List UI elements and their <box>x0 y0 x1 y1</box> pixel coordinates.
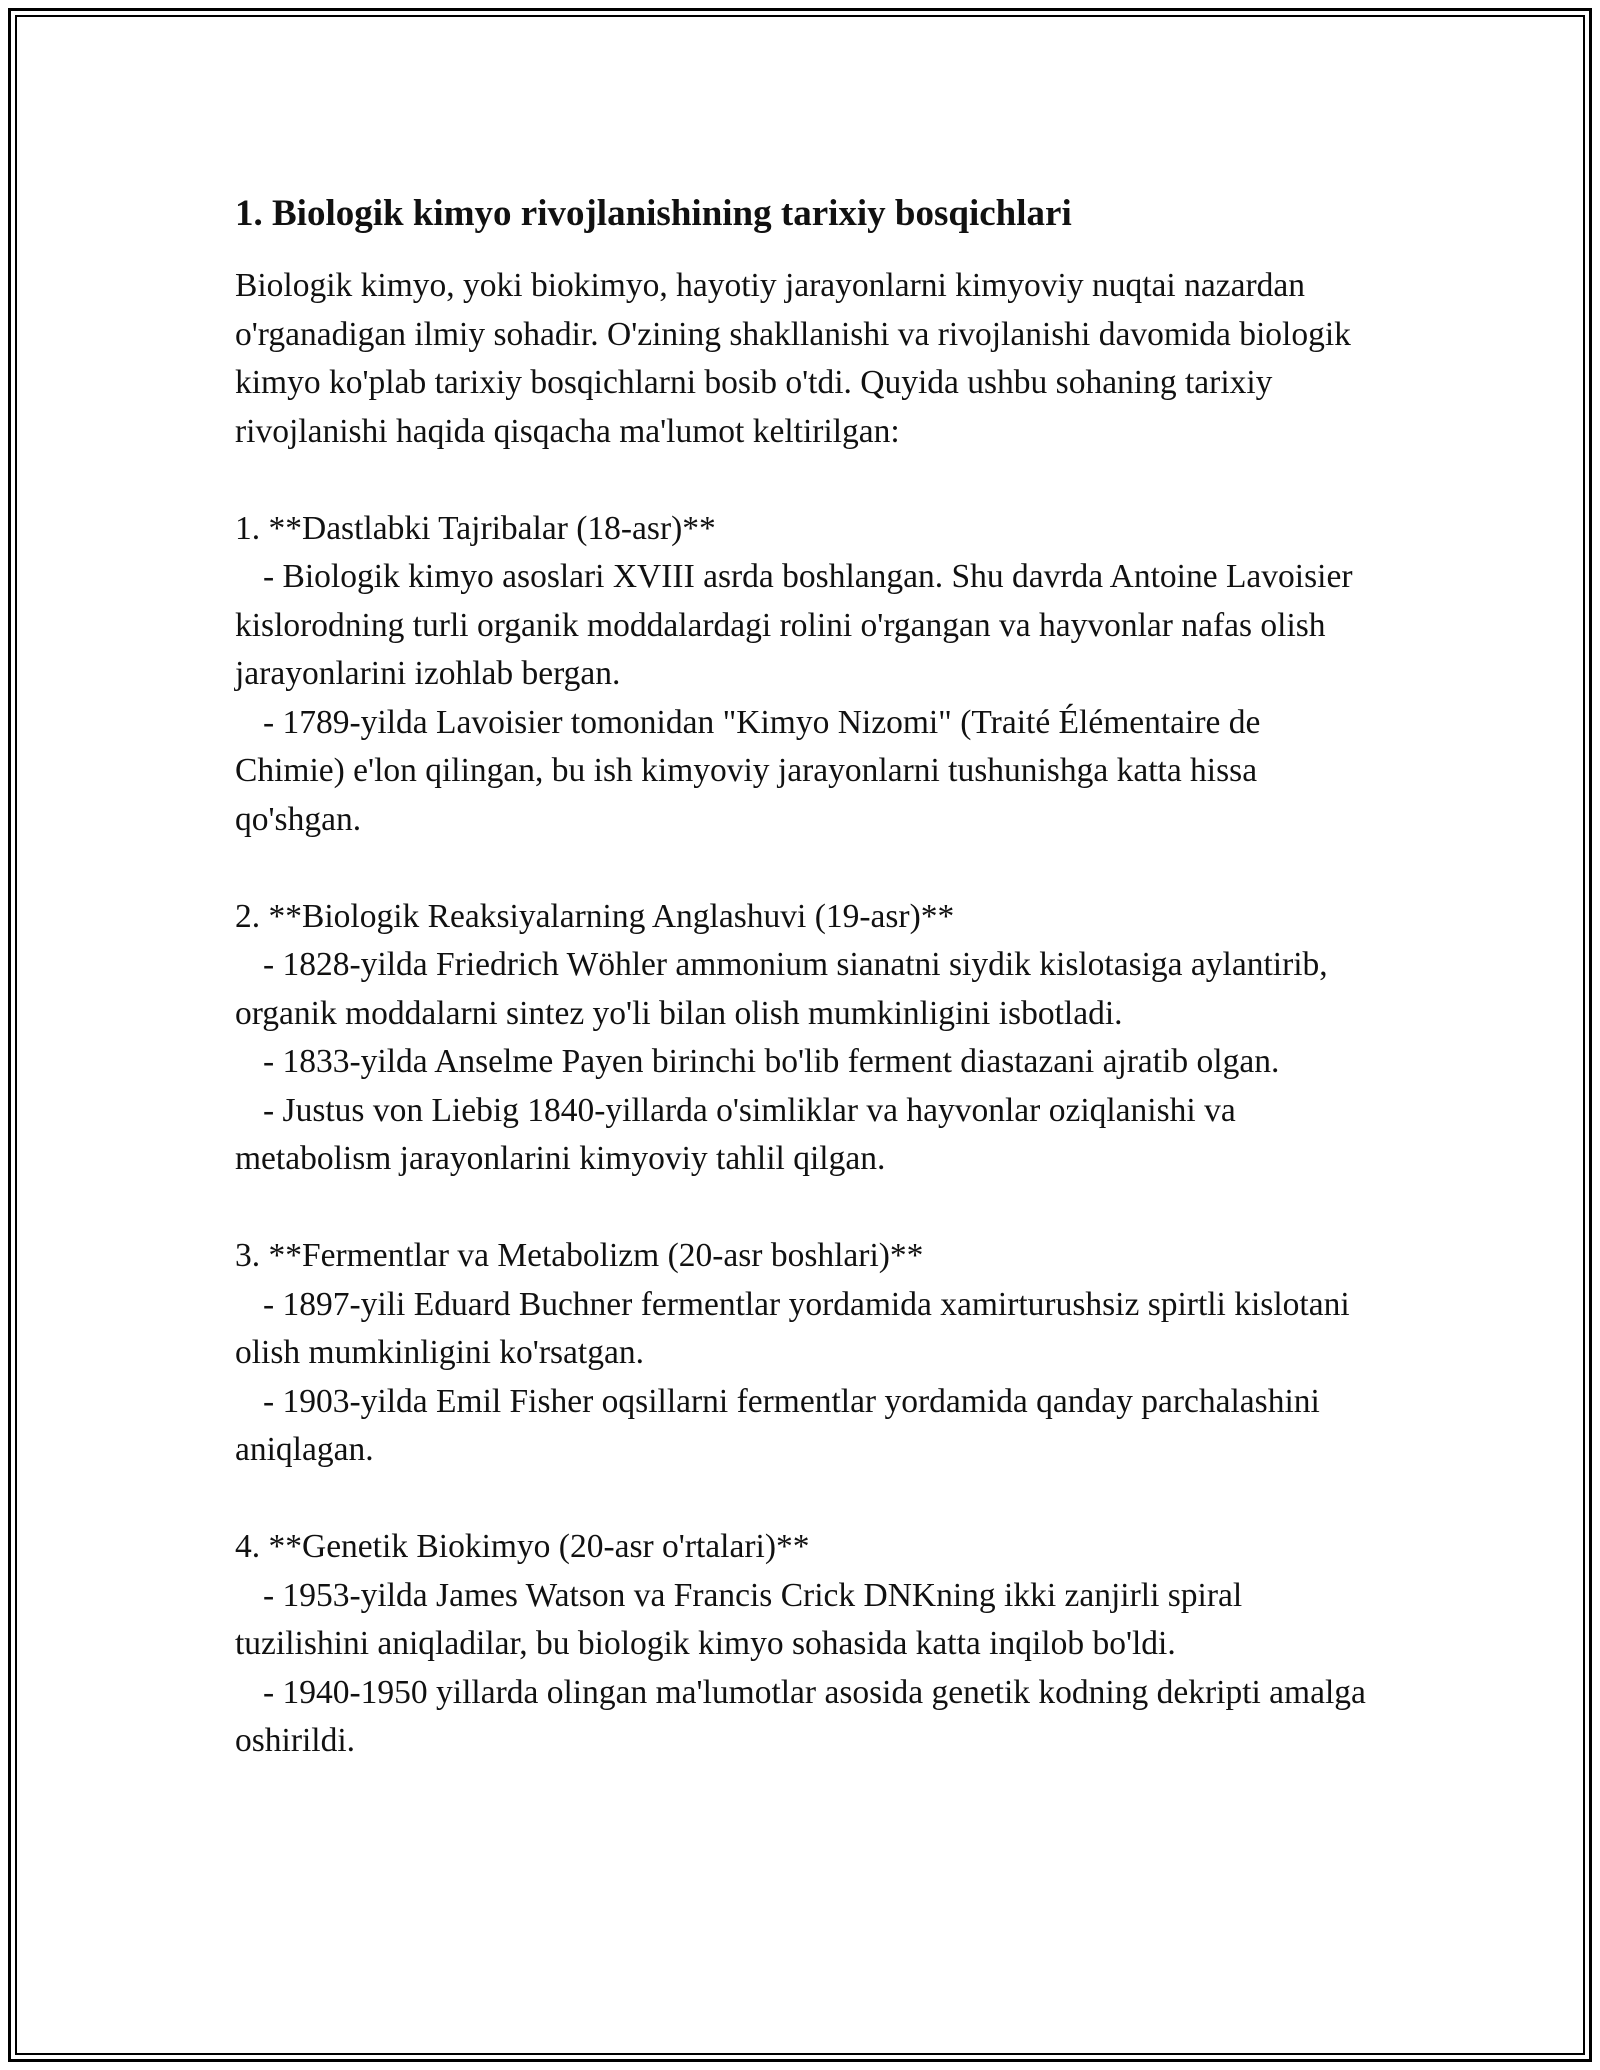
section-item <box>235 553 1375 699</box>
section-3 <box>235 1232 1375 1475</box>
spacer <box>235 456 1375 505</box>
spacer <box>235 1184 1375 1233</box>
item-text: - Justus von Liebig 1840-yillarda o'simliklar va hayvonlar oziqlanishi va metabolism jarayonlarini kimyoviy tahlil qilgan. <box>235 1091 1245 1177</box>
section-item <box>235 1087 1375 1184</box>
spacer <box>235 844 1375 893</box>
item-text: - 1789-yilda Lavoisier tomonidan "Kimyo Nizomi" (Traité Élémentaire de Chimie) e'lon qilingan, bu ish kimyoviy jarayonlarni tushunishga katta hissa qo'shgan. <box>235 703 1269 838</box>
item-text: - Biologik kimyo asoslari XVIII asrda boshlangan. Shu davrda Antoine Lavoisier kislorodning turli organik moddalardagi rolini o'rgangan va hayvonlar nafas olish jarayonlarini izohlab bergan. <box>235 558 1361 692</box>
document-body <box>235 188 1375 1766</box>
item-text: - 1940-1950 yillarda olingan ma'lumotlar asosida genetik kodning dekripti amalga oshirildi. <box>235 1673 1375 1759</box>
section-2 <box>235 893 1375 1184</box>
section-item <box>235 1038 1375 1087</box>
item-text: - 1897-yili Eduard Buchner fermentlar yordamida xamirturushsiz spirtli kislotani olish mumkinligini ko'rsatgan. <box>235 1285 1358 1371</box>
section-1 <box>235 505 1375 845</box>
section-item <box>235 1281 1375 1378</box>
section-item <box>235 1572 1375 1669</box>
section-item <box>235 1378 1375 1475</box>
item-text: - 1953-yilda James Watson va Francis Crick DNKning ikki zanjirli spiral tuzilishini aniqladilar, bu biologik kimyo sohasida katta inqilob bo'ldi. <box>235 1576 1251 1662</box>
section-item <box>235 1669 1375 1766</box>
section-4 <box>235 1523 1375 1766</box>
spacer <box>235 1475 1375 1524</box>
section-heading: 1. **Dastlabki Tajribalar (18-asr)** <box>235 509 716 547</box>
section-heading: 4. **Genetik Biokimyo (20-asr o'rtalari)** <box>235 1528 810 1565</box>
section-item <box>235 699 1375 845</box>
section-heading: 3. **Fermentlar va Metabolizm (20-asr boshlari)** <box>235 1237 924 1274</box>
item-text: - 1833-yilda Anselme Payen birinchi bo'lib ferment diastazani ajratib olgan. <box>263 1043 1280 1080</box>
section-heading: 2. **Biologik Reaksiyalarning Anglashuvi (19-asr)** <box>235 897 955 935</box>
intro-paragraph: Biologik kimyo, yoki biokimyo, hayotiy jarayonlarni kimyoviy nuqtai nazardan o'rganadigan ilmiy sohadir. O'zining shakllanishi va rivojlanishi davomida biologik kimyo ko'plab tarixiy bosqichlarni bosib o'tdi. Quyida ushbu sohaning tarixiy rivojlanishi haqida qisqacha ma'lumot keltirilgan: <box>235 267 1360 450</box>
item-text: - 1903-yilda Emil Fisher oqsillarni fermentlar yordamida qanday parchalashini aniqlagan. <box>235 1382 1329 1468</box>
item-text: - 1828-yilda Friedrich Wöhler ammonium sianatni siydik kislotasiga aylantirib, organik moddalarni sintez yo'li bilan olish mumkinligini isbotladi. <box>235 946 1337 1032</box>
section-item <box>235 941 1375 1038</box>
document-title: 1. Biologik kimyo rivojlanishining tarixiy bosqichlari <box>235 193 1072 234</box>
